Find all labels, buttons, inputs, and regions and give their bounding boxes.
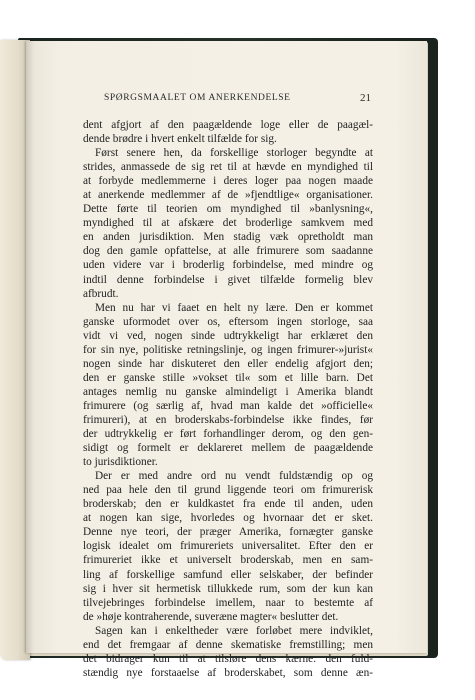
gutter-shadow	[26, 41, 34, 653]
text-line: dende brødre i hvert enkelt tilfælde for sig.	[83, 133, 277, 146]
text-line: sig i hver sit hermetisk tillukkede rum, som der kun kan	[83, 582, 373, 595]
text-line: at forbyde medlemmerne i deres loger paa nogen maade	[83, 175, 373, 188]
text-line: ling af forskellige samfund eller selskaber, der befinder	[83, 568, 373, 581]
text-line: end det fremgaar af denne skematiske fremstilling; men	[83, 638, 373, 651]
text-line: der udtrykkelig er ført forhandlinger derom, og den gen-	[83, 428, 373, 441]
text-line: uden videre var i broderlig forbindelse, med mindre og	[83, 259, 373, 272]
text-line: frimureriet ikke et universelt broderskab, men en sam-	[83, 554, 373, 567]
text-line: de »høje kontraherende, suveræne magter« beslutter det.	[83, 610, 339, 623]
text-line: myndighed til at afskære det broderlige samkvem med	[83, 217, 373, 230]
text-line: Der er med andre ord nu vendt fuldstændig op og	[95, 470, 373, 483]
text-line: at anerkende medlemmer af de »fjendtlige« organisationer.	[83, 189, 373, 202]
text-line: strides, anmassede de sig ret til at hævde en myndighed til	[83, 161, 373, 174]
text-line: det bidrager kun til at tilsløre dens kærne: den fuld-	[83, 652, 373, 665]
text-line: Men nu har vi faaet en helt ny lære. Den er kommet	[95, 301, 373, 314]
text-line: for sin nye, politiske retningslinje, og ingen frimurer-»jurist«	[83, 343, 373, 356]
text-line: den er ganske stille »vokset til« som et lille barn. Det	[83, 371, 373, 384]
text-line: afbrudt.	[83, 287, 119, 300]
text-line: Først senere hen, da forskellige storloger begyndte at	[95, 147, 373, 160]
text-line: frimurere (og særlig af, hvad man kalde det »officielle«	[83, 399, 373, 412]
body-text	[83, 118, 373, 680]
text-line: stændig nye forstaaelse af broderskabet, som denne æn-	[83, 666, 373, 679]
text-line: dog den gamle opfattelse, at alle frimurere som saadanne	[83, 245, 373, 258]
text-line: dent afgjort af den paagældende loge eller de paagæl-	[83, 119, 373, 131]
page-number: 21	[360, 92, 371, 104]
text-line: indtil denne forbindelse i givet tilfælde formelig blev	[83, 273, 373, 286]
text-line: Denne nye teori, der præger Amerika, fornægter ganske	[83, 526, 373, 539]
text-line: Dette førte til teorien om myndighed til »banlysning«,	[83, 203, 373, 216]
text-line: ned paa hele den til grund liggende teori om frimurerisk	[83, 484, 373, 497]
text-line: at nogen kan sige, hvorledes og hvornaar det er sket.	[83, 512, 373, 525]
text-line: to jurisdiktioner.	[83, 456, 158, 469]
text-line: vidt vi ved, nogen sinde udtrykkeligt har erklæret den	[83, 329, 373, 342]
text-line: Sagen kan i enkeltheder være forløbet mere indviklet,	[95, 624, 373, 637]
text-line: sidigt og formelt er deklareret mellem de paagældende	[83, 442, 373, 455]
text-line: broderskab; den er kuldkastet fra ende til anden, uden	[83, 498, 373, 511]
running-head: SPØRGSMAALET OM ANERKENDELSE	[104, 93, 291, 103]
text-line: en anden jurisdiktion. Men stadig væk opretholdt man	[83, 231, 373, 244]
text-line: frimureri), at en broderskabs-forbindelse ikke findes, før	[83, 413, 373, 426]
text-line: nogen sinde har diskuteret den eller endelig afgjort den;	[83, 357, 373, 370]
text-line: logisk idealet om frimureriets universalitet. Efter den er	[83, 540, 373, 553]
text-line: antages nemlig nu ganske almindeligt i Amerika blandt	[83, 385, 373, 398]
text-line: tilvejebringes forbindelse imellem, naar to bestemte af	[83, 596, 373, 609]
text-line: ganske uformodet over os, eftersom ingen storloge, saa	[83, 315, 373, 328]
